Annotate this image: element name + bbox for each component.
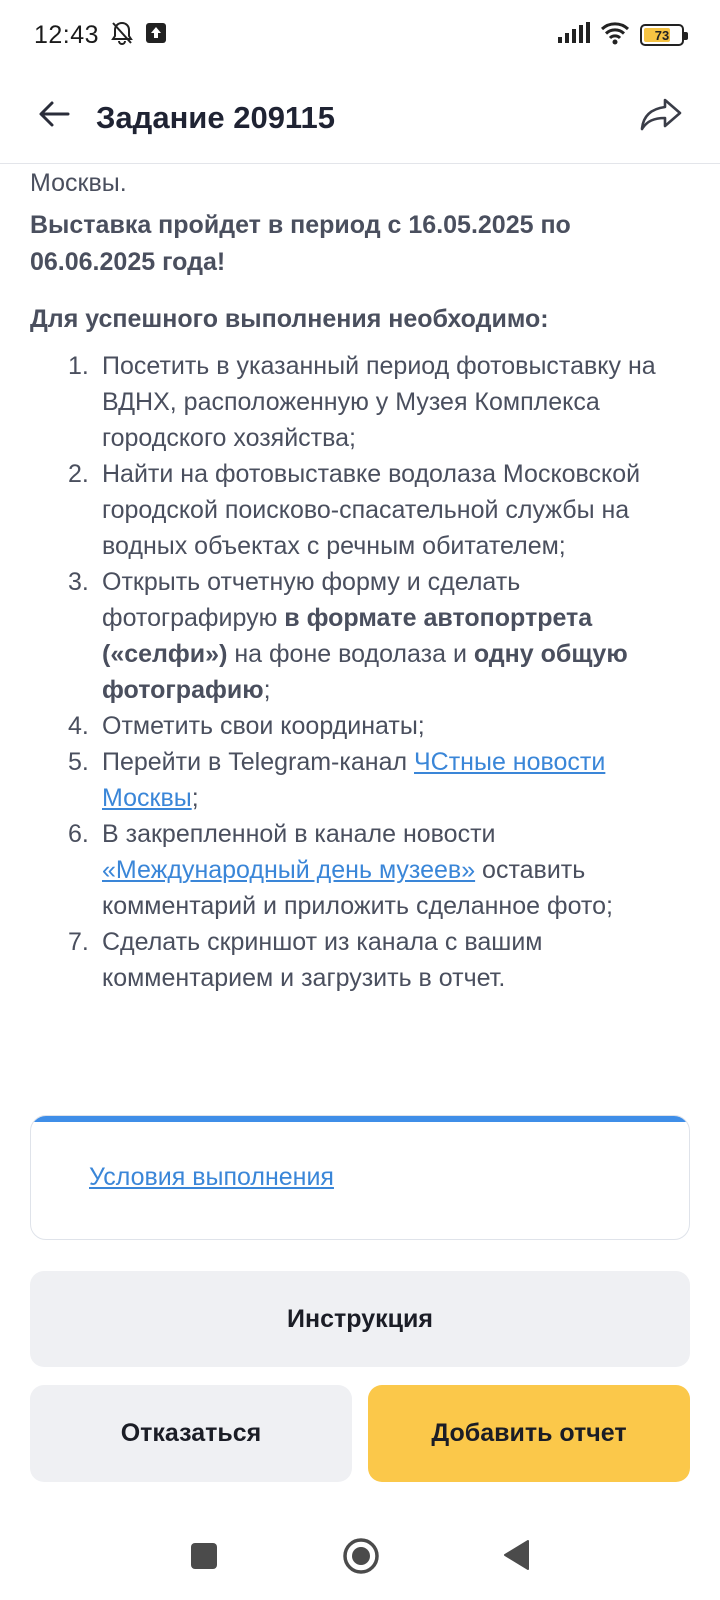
list-item [30,564,690,708]
bell-off-icon [109,20,135,51]
step-text: Перейти в Telegram-канал [102,748,415,776]
status-time: 12:43 [34,20,100,49]
status-right [558,21,684,50]
step-number: 2. [68,460,89,488]
signal-icon [558,22,590,49]
list-item [30,348,690,456]
step-number: 7. [68,928,89,956]
step-text: Отметить свои координаты; [102,712,425,740]
share-button[interactable] [636,92,686,138]
back-button[interactable] [34,94,74,134]
step-text: на фоне водолаза и [227,640,474,668]
steps-list [30,348,690,996]
step-number: 5. [68,748,89,776]
conditions-card [30,1115,690,1240]
step-text: ; [263,676,271,704]
system-nav-bar [0,1510,720,1600]
step-text: Сделать скриншот из канала с вашим комментарием и загрузить в отчет. [102,928,543,992]
page-title: Задание 209115 [96,99,335,135]
task-description [30,165,690,996]
instruction-button[interactable]: Инструкция [30,1271,690,1367]
add-report-button[interactable]: Добавить отчет [368,1385,690,1482]
app-header [0,72,720,164]
step-text: Найти на фотовыставке водолаза Московской городской поисково-спасательной службы на водных объектах с речным обитателем; [102,460,641,560]
requirements-heading: Для успешного выполнения необходимо: [30,305,549,333]
arrow-left-icon [38,100,70,128]
list-item [30,744,690,816]
list-item [30,816,690,924]
step-number: 3. [68,568,89,596]
status-bar [0,0,720,70]
step-text: Открыть отчетную форму и сделать фотографирую [102,568,521,632]
telegram-channel-link[interactable]: ЧСтные новости Москвы [102,748,606,812]
step-number: 4. [68,712,89,740]
museum-day-news-link[interactable]: «Международный день музеев» [102,856,476,884]
home-icon[interactable] [342,1537,380,1575]
step-text: оставить комментарий и приложить сделанное фото; [102,856,613,920]
description-cut-text: Москвы. [30,169,127,197]
status-left [34,20,167,51]
refuse-button[interactable]: Отказаться [30,1385,352,1482]
list-item [30,924,690,996]
battery-icon [640,24,684,46]
back-triangle-icon[interactable] [502,1539,530,1571]
step-bold-text: одну общую фотографию [102,640,628,704]
step-text: ; [191,784,199,812]
wifi-icon [600,21,630,50]
conditions-link[interactable]: Условия выполнения [89,1163,334,1191]
step-bold-text: в формате автопортрета («селфи») [102,604,593,668]
battery-level: 73 [654,27,670,43]
list-item [30,456,690,564]
step-text: Посетить в указанный период фотовыставку на ВДНХ, расположенную у Музея Комплекса городского хозяйства; [102,352,656,452]
share-icon [639,97,683,133]
recent-apps-icon[interactable] [191,1543,217,1569]
upload-notification-icon [145,22,167,49]
step-number: 1. [68,352,89,380]
list-item [30,708,690,744]
step-number: 6. [68,820,89,848]
step-text: В закрепленной в канале новости [102,820,496,848]
exhibition-period: Выставка пройдет в период с 16.05.2025 по 06.06.2025 года! [30,211,571,276]
